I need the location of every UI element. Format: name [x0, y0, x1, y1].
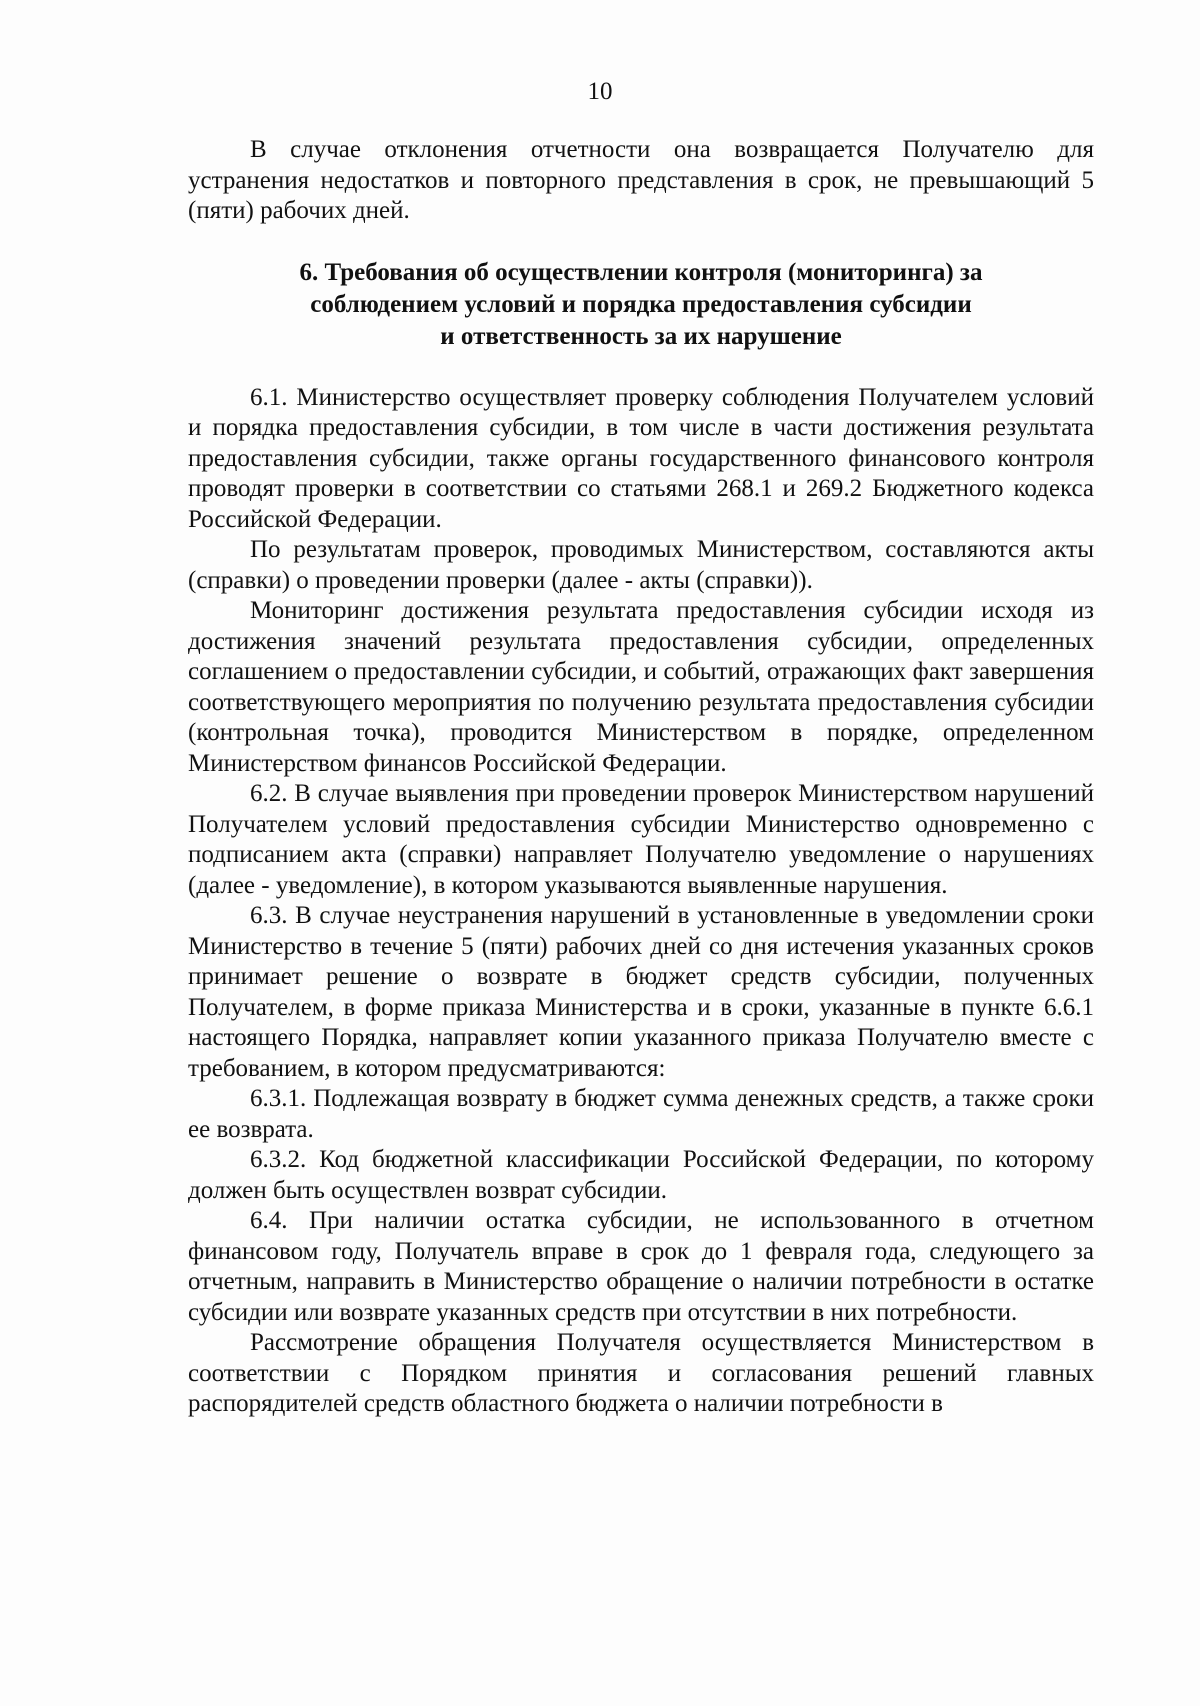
- paragraph-inspection-acts: По результатам проверок, проводимых Министерством, составляются акты (справки) о проведении проверки (далее - акты (справки)).: [188, 536, 1094, 594]
- section-heading-line: соблюдением условий и порядка предоставления субсидии: [310, 290, 972, 318]
- paragraph-review-request: Рассмотрение обращения Получателя осуществляется Министерством в соответствии с Порядком принятия и согласования решений главных распорядителей средств областного бюджета о наличии потребности в: [188, 1329, 1094, 1417]
- paragraph-return-report: В случае отклонения отчетности она возвращается Получателю для устранения недостатков и повторного представления в срок, не превышающий 5 (пяти) рабочих дней.: [188, 136, 1094, 224]
- section-heading-line: и ответственность за их нарушение: [440, 322, 842, 350]
- paragraph-6-3-1: 6.3.1. Подлежащая возврату в бюджет сумма денежных средств, а также сроки ее возврата.: [188, 1085, 1094, 1143]
- paragraph-6-4: 6.4. При наличии остатка субсидии, не использованного в отчетном финансовом году, Получатель вправе в срок до 1 февраля года, следующего за отчетным, направить в Министерство обращение о наличии потребности в остатке субсидии или возврате указанных средств при отсутствии в них потребности.: [188, 1207, 1094, 1326]
- document-body: [188, 135, 1094, 1420]
- paragraph-monitoring: Мониторинг достижения результата предоставления субсидии исходя из достижения значений результата предоставления субсидии, определенных соглашением о предоставлении субсидии, и событий, отражающих факт завершения соответствующего мероприятия по получению результата предоставления субсидии (контрольная точка), проводится Министерством в порядке, определенном Министерством финансов Российской Федерации.: [188, 597, 1094, 777]
- paragraph-6-3: 6.3. В случае неустранения нарушений в установленные в уведомлении сроки Министерство в течение 5 (пяти) рабочих дней со дня истечения указанных сроков принимает решение о возврате в бюджет средств субсидии, полученных Получателем, в форме приказа Министерства и в сроки, указанные в пункте 6.6.1 настоящего Порядка, направляет копии указанного приказа Получателю вместе с требованием, в котором предусматриваются:: [188, 902, 1094, 1082]
- page-number: 10: [587, 78, 613, 105]
- section-heading: [188, 257, 1094, 353]
- paragraph-6-3-2: 6.3.2. Код бюджетной классификации Российской Федерации, по которому должен быть осуществлен возврат субсидии.: [188, 1146, 1094, 1204]
- paragraph-6-1: 6.1. Министерство осуществляет проверку соблюдения Получателем условий и порядка предоставления субсидии, в том числе в части достижения результата предоставления субсидии, также органы государственного финансового контроля проводят проверки в соответствии со статьями 268.1 и 269.2 Бюджетного кодекса Российской Федерации.: [188, 383, 1094, 533]
- paragraph-6-2: 6.2. В случае выявления при проведении проверок Министерством нарушений Получателем условий предоставления субсидии Министерство одновременно с подписанием акта (справки) направляет Получателю уведомление о нарушениях (далее - уведомление), в котором указываются выявленные нарушения.: [188, 780, 1094, 899]
- section-heading-line: 6. Требования об осуществлении контроля (мониторинга) за: [299, 258, 983, 286]
